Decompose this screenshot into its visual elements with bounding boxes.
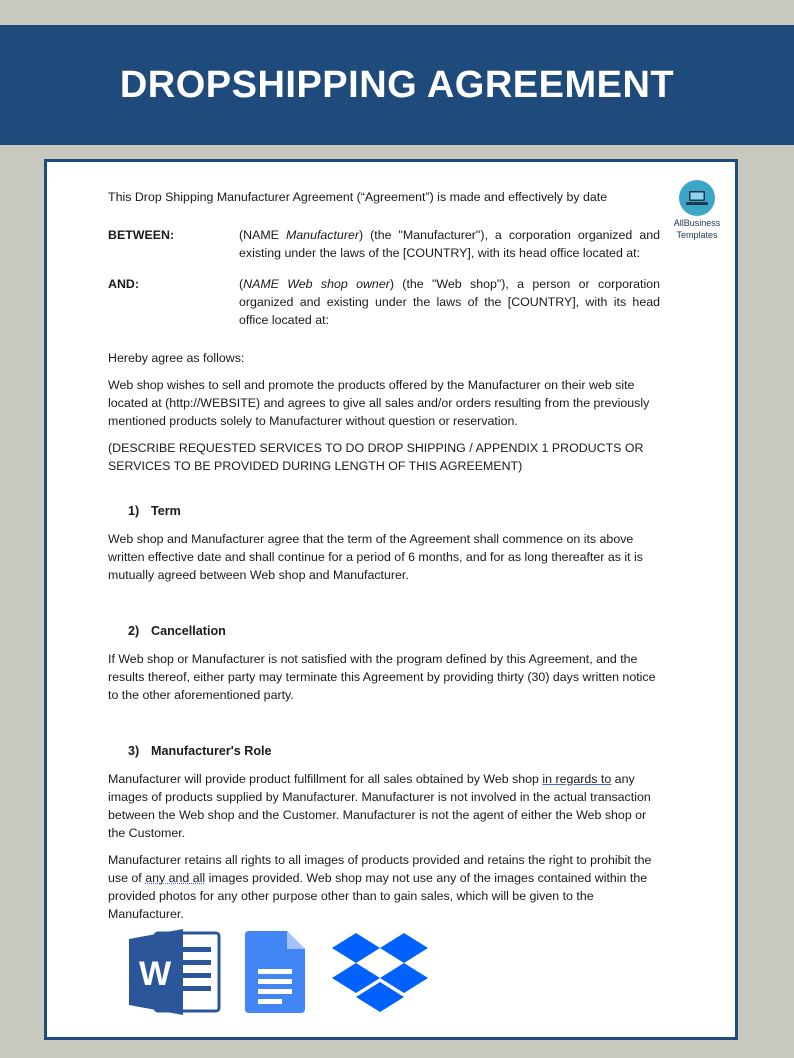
agreement-text [108, 188, 660, 932]
format-icons [127, 927, 447, 1022]
intro-paragraph: This Drop Shipping Manufacturer Agreement (“Agreement”) is made and effectively by date [108, 190, 608, 204]
page-title: DROPSHIPPING AGREEMENT [119, 63, 675, 106]
section-body-role-1: Manufacturer will provide product fulfillment for all sales obtained by Web shop in regards to any images of products supplied by Manufacturer. Manufacturer is not involved in the actual transaction between the Web shop and the Customer. Manufacturer is not the agent of either the Web shop or the Customer. [108, 772, 651, 840]
svg-text:W: W [138, 955, 172, 993]
and-text: (NAME Web shop owner) (the "Web shop"), a person or corporation organized and existing under the laws of the [COUNTRY], with its head office located at: [239, 277, 660, 327]
purpose-paragraph: Web shop wishes to sell and promote the products offered by the Manufacturer on their web site located at (http://WEBSITE) and agrees to give all sales and/or orders resulting from the previously mentioned products solely to Manufacturer without question or reservation. [108, 378, 650, 428]
dropbox-icon [330, 929, 430, 1021]
services-note: (DESCRIBE REQUESTED SERVICES TO DO DROP SHIPPING / APPENDIX 1 PRODUCTS OR SERVICES TO BE PROVIDED DURING LENGTH OF THIS AGREEMENT) [108, 441, 644, 473]
google-docs-icon [245, 931, 305, 1013]
between-clause [108, 226, 660, 262]
and-clause [108, 275, 660, 329]
section-body-role-2: Manufacturer retains all rights to all images of products provided and retains the right to prohibit the use of any and all images provided. Web shop may not use any of the images contained within the provided photos for any other purpose other than to gain sales, which will be given to the Manufacturer. [108, 853, 652, 921]
section-body-cancellation: If Web shop or Manufacturer is not satisfied with the program defined by this Agreement, and the results thereof, either party may terminate this Agreement by providing thirty (30) days written notice to the other aforementioned party. [108, 652, 656, 702]
section-heading-cancellation: 2) Cancellation [128, 624, 226, 638]
laptop-icon [679, 180, 715, 216]
section-heading-term: 1) Term [128, 504, 181, 518]
allbusiness-logo [669, 180, 725, 240]
agree-line: Hereby agree as follows: [108, 351, 245, 365]
between-label: BETWEEN: [108, 228, 175, 242]
title-banner [0, 25, 794, 145]
word-icon [127, 927, 222, 1017]
logo-text-line1: AllBusiness [673, 218, 721, 228]
section-body-term: Web shop and Manufacturer agree that the term of the Agreement shall commence on its above written effective date and shall continue for a period of 6 months, and for as long thereafter as it is mutually agreed between Web shop and Manufacturer. [108, 532, 643, 582]
logo-text-line2: Templates [676, 230, 718, 240]
and-label: AND: [108, 277, 139, 291]
section-heading-role: 3) Manufacturer's Role [128, 744, 272, 758]
document-preview [44, 159, 738, 1040]
between-text: (NAME Manufacturer) (the "Manufacturer"), a corporation organized and existing under the laws of the [COUNTRY], with its head office located at: [239, 228, 660, 260]
